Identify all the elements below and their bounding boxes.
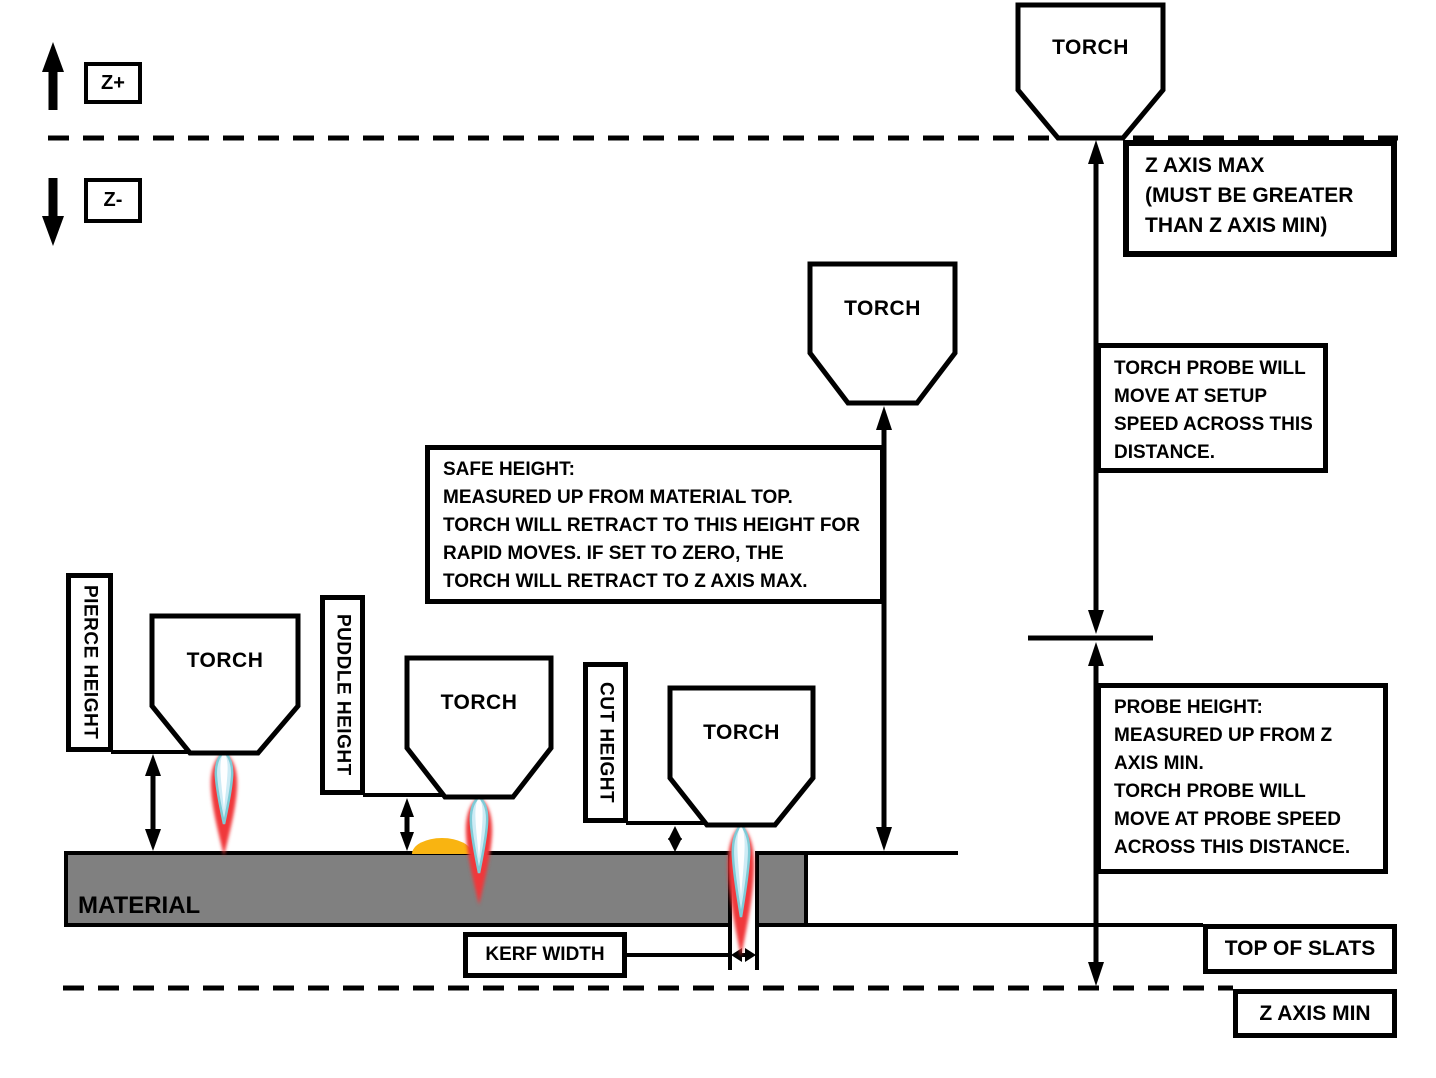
safe-height-box — [425, 445, 885, 604]
probe-height-line: ACROSS THIS DISTANCE. — [1114, 837, 1351, 858]
material-label: MATERIAL — [78, 892, 201, 919]
z-axis-min-box: Z AXIS MIN — [1233, 989, 1397, 1038]
torch-pierce-label: TORCH — [186, 649, 264, 672]
safe-height-line: TORCH WILL RETRACT TO THIS HEIGHT FOR — [443, 515, 860, 536]
probe-height-line: TORCH PROBE WILL — [1114, 781, 1306, 802]
z-plus-box: Z+ — [84, 62, 142, 104]
kerf-width-box: KERF WIDTH — [463, 932, 627, 978]
torch-probe-setup-line: DISTANCE. — [1114, 442, 1215, 463]
probe-height-line: PROBE HEIGHT: — [1114, 697, 1263, 718]
torch-probe-setup-line: MOVE AT SETUP — [1114, 386, 1268, 407]
z-plus-arrow — [42, 42, 64, 110]
safe-height-line: RAPID MOVES. IF SET TO ZERO, THE — [443, 543, 784, 564]
torch-z-max-label: TORCH — [1052, 35, 1129, 59]
z-minus-box: Z- — [84, 178, 142, 223]
safe-height-line: MEASURED UP FROM MATERIAL TOP. — [443, 487, 793, 508]
z-minus-arrow — [42, 178, 64, 246]
probe-height-line: MOVE AT PROBE SPEED — [1114, 809, 1341, 830]
puddle-height-label-box: PUDDLE HEIGHT — [320, 595, 365, 795]
pierce-height-label-box: PIERCE HEIGHT — [66, 573, 113, 752]
cut-height-measure-arrow — [668, 826, 682, 852]
torch-cut-label: TORCH — [703, 721, 780, 744]
torch-probe-setup-line: SPEED ACROSS THIS — [1114, 414, 1313, 435]
safe-height-line: TORCH WILL RETRACT TO Z AXIS MAX. — [443, 571, 808, 592]
top-of-slats-box: TOP OF SLATS — [1203, 924, 1397, 974]
cut-height-label-box: CUT HEIGHT — [583, 662, 628, 823]
probe-height-box — [1096, 683, 1388, 874]
molten-puddle — [412, 838, 472, 854]
probe-height-line: AXIS MIN. — [1114, 753, 1204, 774]
torch-probe-setup-box — [1096, 343, 1328, 473]
torch-puddle-label: TORCH — [440, 691, 518, 714]
torch-probe-setup-line: TORCH PROBE WILL — [1114, 358, 1306, 379]
kerf-width-measure-arrow — [731, 948, 756, 962]
torch-safe-height-label: TORCH — [844, 296, 921, 320]
pierce-height-measure-arrow — [145, 754, 161, 851]
z-axis-max-line: (MUST BE GREATER — [1145, 184, 1354, 207]
safe-height-line: SAFE HEIGHT: — [443, 459, 575, 480]
pierce-flame — [211, 752, 237, 856]
z-axis-max-line: Z AXIS MAX — [1145, 154, 1265, 177]
puddle-height-measure-arrow — [400, 798, 414, 851]
z-axis-max-box — [1123, 140, 1397, 257]
probe-height-line: MEASURED UP FROM Z — [1114, 725, 1333, 746]
z-axis-max-line: THAN Z AXIS MIN) — [1145, 214, 1328, 237]
